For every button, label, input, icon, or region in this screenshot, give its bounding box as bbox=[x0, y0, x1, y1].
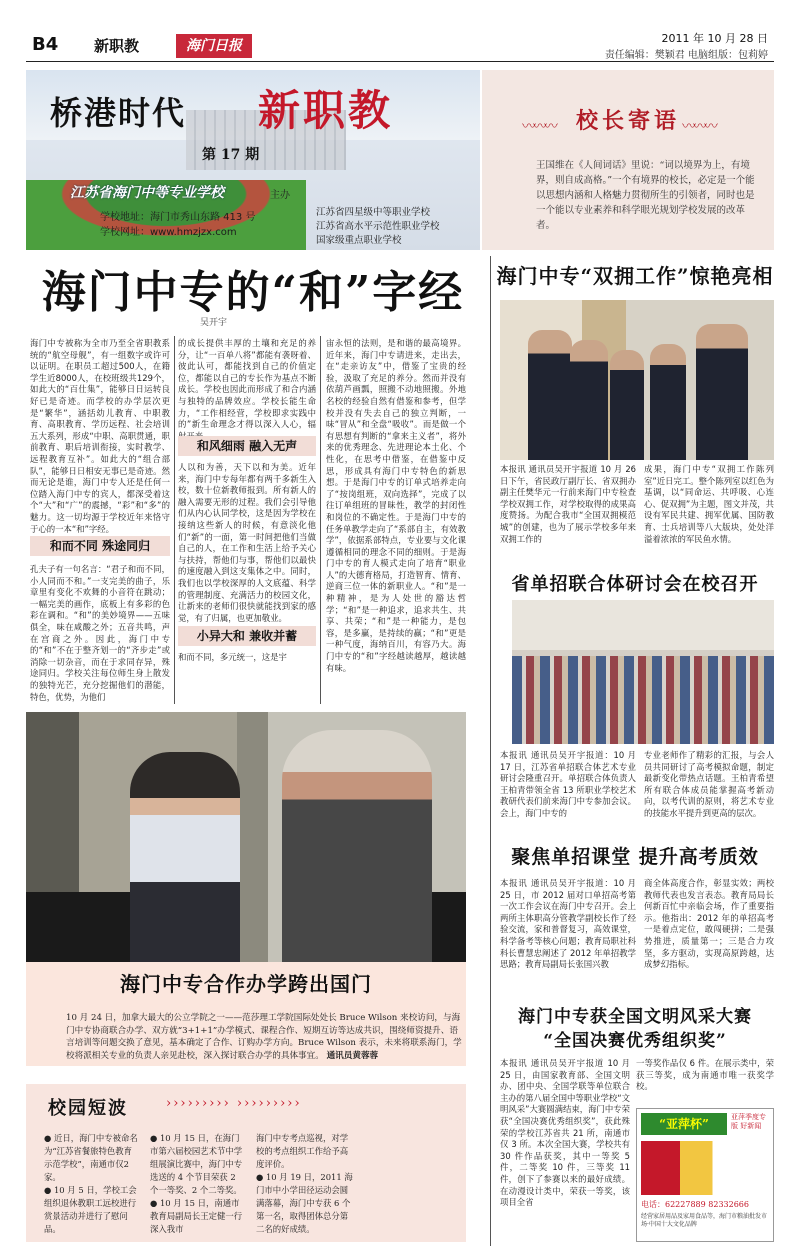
principal-message-box bbox=[482, 70, 774, 250]
principal-message-text: 王国维在《人间词话》里说：“词以境界为上，有境界，则自成高格。”一个有境界的校长，必定是一个能以思想内涵和人格魅力贯彻所生的引领者，同时也是一个能以专业素养和科学眼光规划学校发展的改革者。 bbox=[536, 160, 755, 231]
school-name: 江苏省海门中等专业学校 bbox=[70, 185, 224, 201]
photo-sofa bbox=[426, 892, 466, 962]
article-subheading: 小异大和 兼收并蓄 bbox=[178, 626, 316, 646]
masthead-title-red: 新职教 bbox=[258, 86, 394, 135]
masthead bbox=[26, 70, 480, 250]
photo-person bbox=[282, 730, 432, 962]
page-header bbox=[26, 32, 774, 62]
campus-news-item: 海门中专考点巡视，对学校的考点组织工作给予高度评价。 bbox=[256, 1133, 349, 1169]
photo-person bbox=[650, 344, 686, 460]
article-column-2b: 人以和为善，天下以和为美。近年来，海门中专每年都有两千多新生入校，数十位新教师报到。所有新人的融入需要无形的过程。我们会引导他们从内心认同学校，这是因为学校在接纳这些新人的时候，有意淡化他们“新”的一面，第一时间把他们当做自己的人，在工作和生活上给予关心与扶持，帮他们与事，帮他们以最快的速度融入到这支集体之中。同时，我们也以学校深厚的人文底蕴、科学的管理制度、充满活力的校园文化，让新来的老师们很快就能找到家的感觉，有了归属，也更加敬业。 bbox=[178, 462, 316, 623]
main-headline: 海门中专的“和”字经 bbox=[41, 267, 465, 318]
article-headline-line2: “全国决赛优秀组织奖” bbox=[543, 1031, 727, 1051]
article-subheading: 和风细雨 融入无声 bbox=[178, 436, 316, 456]
photo-person bbox=[528, 330, 572, 460]
photo-article-body: 10 月 24 日，加拿大最大的公立学院之一——范莎理工学院国际处处长 Bruce Wilson 来校访问，与海门中专协商联合办学、双方就“3+1+1”办学模式、课程合作、短期互访等达成共识，围绕师资提升、语言培训等问题交换了意见，基本确定了合作、订购办学方向。Bruce Wilson 表示，未来将联系海门，学校将派相关专业的负责人亲见赴校，深入探讨联合办学的具体事宜。 bbox=[66, 1013, 462, 1061]
campus-news-box bbox=[26, 1084, 466, 1242]
section-name: 新职教 bbox=[94, 37, 140, 55]
article-headline: 海门中专“双拥工作”惊艳亮相 bbox=[496, 264, 774, 288]
photo-article-credit: 通讯员黄蓉蓉 bbox=[326, 1050, 379, 1061]
article-column-2c: 和而不同，多元统一，这是宇 bbox=[178, 652, 287, 662]
article-headline: 海门中专获全国文明风采大赛 bbox=[518, 1007, 752, 1027]
campus-news-column bbox=[44, 1132, 140, 1236]
campus-news-item: ● 10 月 5 日，学校工会组织退休教职工远校进行赏景活动并进行了慰问品。 bbox=[44, 1185, 137, 1234]
photo-article-title: 海门中专合作办学跨出国门 bbox=[120, 972, 372, 996]
inspection-photo bbox=[500, 300, 774, 460]
column-divider bbox=[490, 256, 491, 1246]
article-headline: 省单招联合体研讨会在校召开 bbox=[511, 574, 759, 595]
article-column-1: 海门中专被称为全市乃至全省职教系统的“航空母舰”，有一组数字或许可以证明。在职员工超过500人，在籍学生近8000人，在校班级共129个，如此大的“百仕集”，能够日日运转良好已是奇迹。而学校的办学层次更是“繁华”，涵括幼儿教育、中职教育、高职教育、学历远程、社会培训五大系列，形成“中职、高职贯通，职前教育、职后培训衔接，实时教学、远程教育互补”。如此大的“组合部队”，能够日日相安无事已是奇迹。然而无论是谁，海门中专人还是任何一位踏入海门中专的宾人，都深受着这个“大”和“广”的震撼，“彩”和“多”的魅力。这一切均源于学校近年来恪守于心的一本“和”字经。 bbox=[30, 338, 170, 534]
article-continuation: 一等奖作品仅 6 件。在展示类中，荣获三等奖，成为南通市唯一获奖学校。 bbox=[636, 1058, 774, 1092]
campus-news-column bbox=[256, 1132, 356, 1236]
article-lead: 本报讯 通讯员吴开宇报道 10 月 25 日，由国家教育部、全国文明办、团中央、全国学联等单位联合主办的第八届全国中等职业学校“文明风采”大赛圆满结束，海门中专荣获“全国决赛优秀组织奖”，获此殊荣的学校江苏省共 21 所，南通市仅 3 所。本次全国大赛，学校共有 30 件作品获奖，其中一等奖 5 件，二等奖 10 件，三等奖 11 件，创下了参赛以来的最好成绩。在动漫设计类中，荣获一等奖，该项目全省 bbox=[500, 1058, 630, 1208]
ad-brand: “亚萍杯” bbox=[641, 1113, 727, 1135]
issue-number: 第 17 期 bbox=[202, 147, 260, 163]
campus-news-column bbox=[150, 1132, 246, 1236]
school-website: 学校网址：www.hmzjzx.com bbox=[100, 227, 237, 238]
seminar-photo bbox=[512, 600, 774, 744]
campus-news-item: ● 10 月 15 日，在海门市第六届校园艺术节中学组展演比赛中，海门中专选送的 4 个节目荣获 2 个一等奖、2 个二等奖。 bbox=[150, 1133, 243, 1195]
photo-person bbox=[570, 340, 608, 460]
article-column-2: 的成长提供丰厚的土壤和充足的养分，让“一百单八将”都能有袭呀着、彼此认可，都能找到自己的价值定位，都能以自己的专长作为基点不断成长。学校也因此而形成了和合内涵与独特的品牌效应。学校长能生命力，“工作相经营，学校即求实践中的”新生命理念才得以深入人心，辐 bbox=[178, 338, 316, 430]
campus-news-item: ● 10 月 19 日，2011 海门市中小学田径运动会圆满落幕，海门中专获 6 个第一名，取得团体总分第二名的好成绩。 bbox=[256, 1172, 353, 1234]
article-column-1b: 孔夫子有一句名言：“君子和而不同，小人同而不和。”一支完美的曲子，乐章里有变化不欢舞的小音符在跳动；一幅完美的画作，底板上有多彩的色彩在调和。“和”的美妙境界——五味俱全，味在咸酸之外；五音共鸣，声在宫商之外。因此，海门中专的“和”不在于整齐划一的“齐步走”或消除一切杂音，而在于求同存异，殊途同归。学校关注每位师生身上散发的独特光芒，充分挖掘他们的潜能，特色，优势，为他们 bbox=[30, 564, 170, 702]
ad-image bbox=[641, 1141, 771, 1195]
article-lead: 本报讯 通讯员吴开宇报道 10 月 26 日下午，省民政厅副厅长、省双拥办副主任樊华元一行前来海门中专检查学校双拥工作，对学校取得的成果高度赞扬。为配合我市“全国双拥模范城”的创建，也为了展示学校多年来双拥工作的 bbox=[500, 464, 636, 544]
main-byline: 吴开宇 bbox=[200, 318, 228, 328]
photo-person bbox=[696, 324, 748, 460]
photo-person bbox=[130, 752, 240, 962]
ad-phone: 电话：62227889 82332666 bbox=[641, 1200, 749, 1209]
editor-credits: 责任编辑：樊颖君 电脑组版：包莉婷 bbox=[604, 50, 768, 61]
honor-item: 江苏省高水平示范性职业学校 bbox=[316, 221, 440, 232]
page-number: B4 bbox=[32, 34, 59, 55]
article-continuation: 专业老师作了精彩的汇报，与会人员共同研讨了高考模拟命题，制定最新变化带热点话题。王柏青希望所有联合体成员能掌握高考新动向，以考代训的原则，将艺术专业的技能水平提升到更高的层次。 bbox=[644, 750, 774, 818]
article-lead: 本报讯 通讯员吴开宇报道：10 月 25 日，市 2012 届对口单招高考第一次工作会议在海门中专召开。会上两所主体职高分管教学副校长作了经验交流，家和普督复习，高效课堂，科学备考等核心问题；教育局职社科科长曹慧忠阐述了 2012 年单招教学思路；教育局副局长张国兴教 bbox=[500, 878, 636, 970]
campus-news-title: 校园短波 bbox=[48, 1098, 128, 1119]
masthead-title: 桥港时代 bbox=[50, 94, 187, 132]
photo-person bbox=[610, 350, 644, 460]
campus-news-item: ● 近日，海门中专被命名为“江苏省餐旅特色教育示范学校”，南通市仅2家。 bbox=[44, 1133, 138, 1182]
campus-news-item: ● 10 月 15 日，南通市教育局副局长王定健一行深入我市 bbox=[150, 1198, 243, 1234]
photo-article-text bbox=[66, 1012, 466, 1062]
article-continuation: 商全体高度合作，彰显实效；两校教师代表也发言表态。教育局局长何新百忙中亲临会场，作了重要指示。他指出：2012 年的单招高考一是着点定位，敢闯硬拼；二是强势推进，质量第一；三是合力攻坚，多方驱动，实现高原跨越，达成梦幻指标。 bbox=[644, 878, 774, 970]
advertisement[interactable] bbox=[636, 1108, 774, 1242]
issue-date: 2011 年 10 月 28 日 bbox=[661, 32, 768, 45]
photo-audience bbox=[512, 656, 774, 744]
ad-footer: 经营家居用品及家用食品等，海门市粮油批发市场·中国十大文化品牌 bbox=[641, 1213, 768, 1228]
school-contact bbox=[100, 210, 255, 240]
column-divider bbox=[174, 336, 175, 704]
column-divider bbox=[320, 336, 321, 704]
host-label: 主办 bbox=[270, 190, 290, 201]
article-column-3: 宙永恒的法则，是和谐的最高境界。近年来，海门中专请进来，走出去，在“走亲访友”中，借鉴了宝贵的经验，汲取了充足的养分。然而并没有依葫芦画瓢，照搬不动地照搬。外地名校的经验自然有借鉴和参考，但学校并没有失去自己的独立判断，一味“冒从”和全盘“吸收”。而是做一个有思想有判断的“拿来主义者”，将外来的优秀理念、先进理论本土化、个性化，在思考中借鉴，在借鉴中反思，形成具有海门中专特色的新思想。于是海门中专的订单式培养走向了“按岗组班，双向选择”，完成了以往订单组班的冒昧性，教学的封闭性和岗位的不确定性。于是海门中专的任务单教学走向了“系部自主，有效教学”，依据系部特点，专业要与文化课遵循相同的理念不同的细则。于是海门中专的育人模式走向了培育“职业人”的大德育格局，打造智育、情育、逆商三位一体的新职业人。“和”是一种精神，是为人处世的豁达哲学；“和”是一种追求，追求共生、共享、共荣；“和”是一种能力，是包容，是多赢，是持续的赢；“和”更是一种气度，海纳百川，有容乃大。海门中专的“和”字经越读越厚，越读越有味。 bbox=[326, 338, 466, 673]
newspaper-logo: 海门日报 bbox=[176, 34, 252, 58]
article-continuation: 成果，海门中专“双拥工作陈列室”近日完工。整个陈列室以红色为基调，以“同命运、共呼吸、心连心、促双拥”为主题，图文并茂，共设有军民共建、拥军优属、国防教育、士兵培训等八大版块，处处洋溢着浓浓的军民鱼水情。 bbox=[644, 464, 774, 544]
article-headline: 聚焦单招课堂 提升高考质效 bbox=[511, 846, 759, 868]
article-lead: 本报讯 通讯员吴开宇报道：10 月 17 日，江苏省单招联合体艺术专业研讨会隆重召开。单招联合体负责人王柏青带领全省 13 所职业学校艺术教研代表们前来海门中专参加会议。会上，海门中专的 bbox=[500, 750, 636, 818]
arrow-ornament: ››››››››› ››››››››› bbox=[166, 1096, 302, 1111]
meeting-photo bbox=[26, 712, 466, 962]
school-honors bbox=[316, 206, 440, 248]
photo-background bbox=[512, 600, 774, 650]
wave-ornament-right: 〰〰〰 bbox=[682, 119, 715, 135]
wave-ornament-left: 〰〰〰 bbox=[522, 119, 555, 135]
ad-tag: 亚萍季度专版 好新闻 bbox=[731, 1113, 766, 1130]
principal-message-title: 校长寄语 bbox=[575, 108, 680, 134]
photo-article bbox=[26, 962, 466, 1066]
photo-sofa bbox=[26, 892, 136, 962]
school-address: 学校地址：海门市秀山东路 413 号 bbox=[100, 212, 256, 223]
article-subheading: 和而不同 殊途同归 bbox=[30, 536, 170, 556]
honor-item: 国家级重点职业学校 bbox=[316, 235, 402, 246]
honor-item: 江苏省四星级中等职业学校 bbox=[316, 207, 431, 218]
